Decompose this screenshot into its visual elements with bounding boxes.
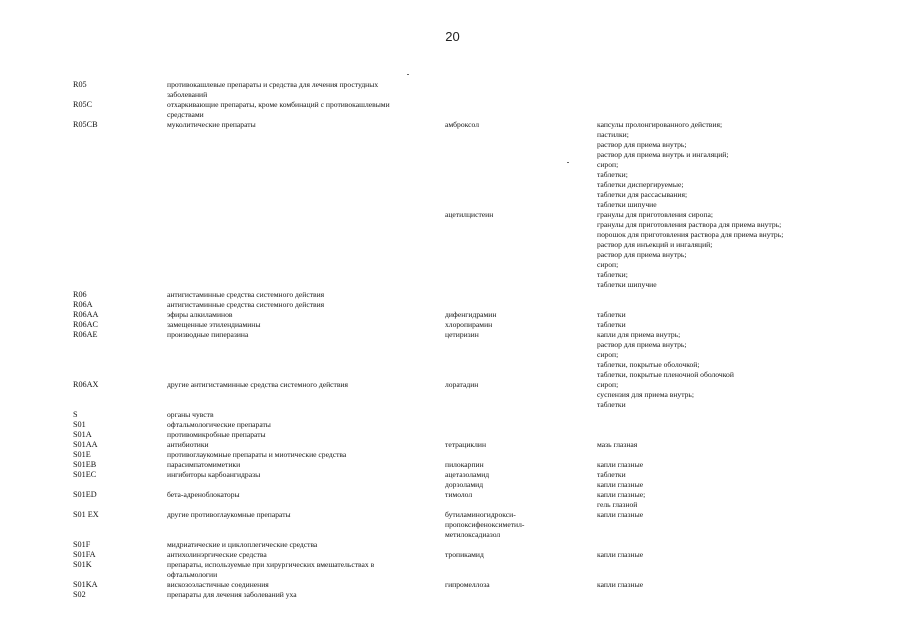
table-description-line: мидриатические и циклоплегические средства xyxy=(167,540,318,549)
table-drug-name xyxy=(445,490,585,500)
table-description-line: противомикробные препараты xyxy=(167,430,266,439)
table-code: S01K xyxy=(73,560,92,569)
table-code: S xyxy=(73,410,78,419)
table-dosage-form-line: таблетки, покрытые пленочной оболочкой xyxy=(597,370,734,379)
table-code: R06AA xyxy=(73,310,99,319)
table-description-line: другие противоглаукомные препараты xyxy=(167,510,291,519)
table-dosage-form-line: сироп; xyxy=(597,350,619,359)
table-drug-name xyxy=(445,460,585,470)
table-drug-name xyxy=(445,440,585,450)
table-drug-name xyxy=(445,310,585,320)
table-description xyxy=(167,100,422,120)
table-description-line: бета-адреноблокаторы xyxy=(167,490,240,499)
table-dosage-form-line: капсулы пролонгированного действия; xyxy=(597,120,723,129)
table-description xyxy=(167,310,422,320)
table-description xyxy=(167,120,422,130)
table-drug-name-line: дорзоламид xyxy=(445,480,484,489)
table-drug-name xyxy=(445,380,585,390)
table-dosage-form-line: капли глазные xyxy=(597,480,644,489)
table-dosage-form xyxy=(597,490,897,510)
table-code: S01EC xyxy=(73,470,97,479)
table-description-line: препараты для лечения заболеваний уха xyxy=(167,590,297,599)
table-dosage-form xyxy=(597,510,897,520)
table-description xyxy=(167,460,422,470)
table-dosage-form xyxy=(597,330,897,380)
table-description-line: муколитические препараты xyxy=(167,120,256,129)
table-dosage-form xyxy=(597,310,897,320)
table-dosage-form-line: таблетки; xyxy=(597,270,628,279)
table-drug-name-line: дифенгидрамин xyxy=(445,310,497,319)
table-dosage-form xyxy=(597,320,897,330)
table-description-line: антигистаминные средства системного действия xyxy=(167,300,325,309)
table-dosage-form-line: раствор для приема внутрь; xyxy=(597,250,687,259)
table-dosage-form-line: таблетки для рассасывания; xyxy=(597,190,688,199)
table-description-line: эфиры алкиламинов xyxy=(167,310,233,319)
table-dosage-form-line: пастилки; xyxy=(597,130,629,139)
table-dosage-form xyxy=(597,120,897,210)
table-dosage-form-line: раствор для приема внутрь и ингаляций; xyxy=(597,150,729,159)
table-dosage-form-line: раствор для инъекций и ингаляций; xyxy=(597,240,713,249)
table-code: S01 EX xyxy=(73,510,99,519)
table-description-line: препараты, используемые при хирургических вмешательствах в xyxy=(167,560,375,569)
table-code: S01KA xyxy=(73,580,98,589)
scan-speck xyxy=(567,162,569,163)
table-description xyxy=(167,450,422,460)
table-dosage-form xyxy=(597,380,897,410)
table-description-line: антигистаминные средства системного действия xyxy=(167,290,325,299)
table-dosage-form-line: сироп; xyxy=(597,260,619,269)
page-number: 20 xyxy=(445,29,460,44)
table-description-line: производные пиперазина xyxy=(167,330,249,339)
table-dosage-form-line: капли глазные xyxy=(597,510,644,519)
table-description xyxy=(167,290,422,300)
table-description-line: антихолинэргические средства xyxy=(167,550,267,559)
table-code: S01AA xyxy=(73,440,98,449)
table-description-line: средствами xyxy=(167,110,204,119)
table-dosage-form-line: таблетки xyxy=(597,320,626,329)
table-drug-name-line: тропикамид xyxy=(445,550,484,559)
table-dosage-form-line: сироп; xyxy=(597,160,619,169)
table-drug-name xyxy=(445,550,585,560)
table-drug-name-line: цетиризин xyxy=(445,330,479,339)
table-dosage-form xyxy=(597,580,897,590)
table-description xyxy=(167,590,422,600)
table-dosage-form xyxy=(597,550,897,560)
table-description xyxy=(167,490,422,500)
table-dosage-form-line: раствор для приема внутрь; xyxy=(597,140,687,149)
table-drug-name-line: ацетазоламид xyxy=(445,470,490,479)
table-drug-name-line: тетрациклин xyxy=(445,440,487,449)
table-drug-name-line: пропоксифеноксиметил- xyxy=(445,520,525,529)
table-description xyxy=(167,540,422,550)
table-code: S01FA xyxy=(73,550,96,559)
table-drug-name xyxy=(445,210,585,220)
table-code: R05 xyxy=(73,80,87,89)
table-code: R06AE xyxy=(73,330,98,339)
table-description xyxy=(167,510,422,520)
table-dosage-form-line: гель глазной xyxy=(597,500,638,509)
table-dosage-form-line: мазь глазная xyxy=(597,440,638,449)
table-dosage-form-line: таблетки диспергируемые; xyxy=(597,180,684,189)
table-description-line: офтальмологические препараты xyxy=(167,420,271,429)
table-description xyxy=(167,300,422,310)
table-dosage-form xyxy=(597,440,897,450)
table-description-line: ингибиторы карбоангидразы xyxy=(167,470,261,479)
table-dosage-form-line: капли глазные xyxy=(597,460,644,469)
table-description-line: противокашлевые препараты и средства для лечения простудных xyxy=(167,80,379,89)
table-dosage-form-line: раствор для приема внутрь; xyxy=(597,340,687,349)
table-code: R05C xyxy=(73,100,93,109)
table-description xyxy=(167,470,422,480)
table-drug-name-line: метилоксадиазол xyxy=(445,530,501,539)
table-drug-name-line: лоратадин xyxy=(445,380,479,389)
table-description xyxy=(167,420,422,430)
table-description xyxy=(167,550,422,560)
table-code: R06 xyxy=(73,290,87,299)
table-description-line: другие антигистаминные средства системного действия xyxy=(167,380,348,389)
table-drug-name-line: хлоропирамин xyxy=(445,320,493,329)
table-code: R06AX xyxy=(73,380,99,389)
table-dosage-form xyxy=(597,460,897,470)
table-code: R06AC xyxy=(73,320,99,329)
table-dosage-form xyxy=(597,470,897,490)
table-code: S01E xyxy=(73,450,91,459)
table-code: S01EB xyxy=(73,460,97,469)
table-code: S01 xyxy=(73,420,86,429)
table-dosage-form-line: таблетки шипучие xyxy=(597,200,657,209)
table-drug-name-line: гипромеллоза xyxy=(445,580,490,589)
table-description-line: антибиотики xyxy=(167,440,209,449)
table-drug-name xyxy=(445,470,585,490)
table-code: S01A xyxy=(73,430,92,439)
table-dosage-form-line: капли глазные xyxy=(597,580,644,589)
table-dosage-form-line: таблетки xyxy=(597,310,626,319)
table-description xyxy=(167,560,422,580)
table-drug-name-line: ацетилцистеин xyxy=(445,210,494,219)
table-description-line: вискозоэластичные соединения xyxy=(167,580,269,589)
table-description-line: заболеваний xyxy=(167,90,208,99)
table-description-line: отхаркивающие препараты, кроме комбинаций с противокашлевыми xyxy=(167,100,390,109)
table-drug-name-line: пилокарпин xyxy=(445,460,484,469)
table-dosage-form-line: таблетки xyxy=(597,470,626,479)
table-description-line: замещенные этилендиамины xyxy=(167,320,261,329)
table-description-line: органы чувств xyxy=(167,410,214,419)
table-dosage-form-line: капли глазные; xyxy=(597,490,646,499)
table-dosage-form-line: таблетки шипучие xyxy=(597,280,657,289)
table-dosage-form-line: суспензия для приема внутрь; xyxy=(597,390,694,399)
table-description xyxy=(167,430,422,440)
table-drug-name xyxy=(445,510,585,540)
table-dosage-form-line: порошок для приготовления раствора для приема внутрь; xyxy=(597,230,784,239)
table-code: R05CB xyxy=(73,120,98,129)
table-description-line: противоглаукомные препараты и миотические средства xyxy=(167,450,347,459)
table-dosage-form-line: таблетки; xyxy=(597,170,628,179)
table-code: S02 xyxy=(73,590,86,599)
table-code: R06A xyxy=(73,300,93,309)
scan-speck xyxy=(407,74,409,75)
table-dosage-form-line: таблетки, покрытые оболочкой; xyxy=(597,360,700,369)
table-dosage-form-line: гранулы для приготовления сиропа; xyxy=(597,210,713,219)
table-drug-name-line: бутиламиногидрокси- xyxy=(445,510,516,519)
table-dosage-form-line: гранулы для приготовления раствора для приема внутрь; xyxy=(597,220,782,229)
table-description xyxy=(167,380,422,390)
table-description xyxy=(167,440,422,450)
table-drug-name xyxy=(445,320,585,330)
table-description xyxy=(167,410,422,420)
table-description xyxy=(167,320,422,330)
table-dosage-form-line: таблетки xyxy=(597,400,626,409)
table-drug-name xyxy=(445,120,585,130)
table-description-line: парасимпатомиметики xyxy=(167,460,241,469)
table-drug-name xyxy=(445,580,585,590)
table-dosage-form-line: сироп; xyxy=(597,380,619,389)
table-description xyxy=(167,330,422,340)
table-description-line: офтальмологии xyxy=(167,570,218,579)
table-drug-name xyxy=(445,330,585,340)
table-drug-name-line: тимолол xyxy=(445,490,473,499)
table-code: S01ED xyxy=(73,490,97,499)
table-description xyxy=(167,580,422,590)
table-code: S01F xyxy=(73,540,91,549)
table-dosage-form-line: капли глазные xyxy=(597,550,644,559)
table-drug-name-line: амброксол xyxy=(445,120,479,129)
table-description xyxy=(167,80,422,100)
table-dosage-form-line: капли для приема внутрь; xyxy=(597,330,681,339)
table-dosage-form xyxy=(597,210,897,290)
